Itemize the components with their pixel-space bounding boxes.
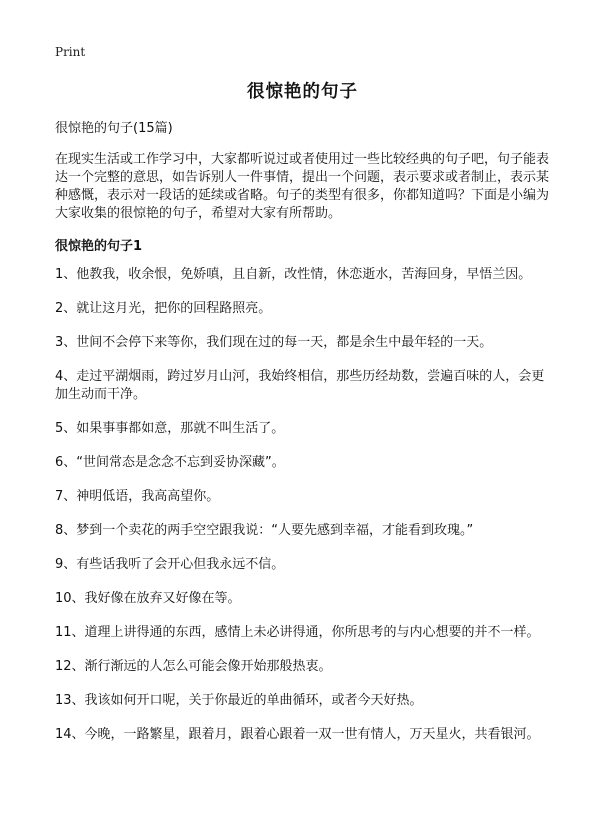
sentence-item: 12、渐行渐远的人怎么可能会像开始那般热衷。: [55, 659, 332, 674]
sentence-item: 8、梦到一个卖花的两手空空跟我说：“人要先感到幸福，才能看到玫瑰。”: [55, 523, 474, 538]
sentence-item: 1、他教我，收余恨，免娇嗔，且自新，改性情，休恋逝水，苦海回身，早悟兰因。: [55, 267, 532, 282]
page-title: 很惊艳的句子: [247, 82, 358, 102]
section-heading: 很惊艳的句子1: [55, 239, 143, 254]
sentence-item: 3、世间不会停下来等你，我们现在过的每一天，都是余生中最年轻的一天。: [55, 335, 493, 350]
sentence-item: 4、走过平湖烟雨，跨过岁月山河，我始终相信，那些历经劫数，尝遍百味的人，会更加生动而干净。: [55, 369, 545, 402]
intro-paragraph: 在现实生活或工作学习中，大家都听说过或者使用过一些比较经典的句子吧，句子能表达一个完整的意思，如告诉别人一件事情，提出一个问题，表示要求或者制止，表示某种感慨，表示对一段话的延续或省略。句子的类型有很多，你都知道吗？下面是小编为大家收集的很惊艳的句子，希望对大家有所帮助。: [55, 152, 550, 221]
sentence-item: 9、有些话我听了会开心但我永远不信。: [55, 557, 285, 572]
sentence-item: 14、今晚，一路繁星，跟着月，跟着心跟着一双一世有情人，万天星火，共看银河。: [55, 727, 540, 742]
sentence-item: 5、如果事事都如意，那就不叫生活了。: [55, 421, 285, 436]
sentence-item: 7、神明低语，我高高望你。: [55, 489, 220, 504]
sentence-item: 6、“世间常态是念念不忘到妥协深藏”。: [55, 455, 285, 470]
sentence-item: 10、我好像在放弃又好像在等。: [55, 591, 241, 606]
print-link[interactable]: Print: [55, 45, 86, 59]
sentence-list: [55, 266, 550, 760]
sentence-item: 13、我该如何开口呢，关于你最近的单曲循环，或者今天好热。: [55, 693, 423, 708]
sentence-item: 2、就让这月光，把你的回程路照亮。: [55, 301, 272, 316]
sentence-item: 11、道理上讲得通的东西，感情上未必讲得通，你所思考的与内心想要的并不一样。: [55, 625, 540, 640]
article-subtitle: 很惊艳的句子(15篇): [55, 121, 173, 136]
